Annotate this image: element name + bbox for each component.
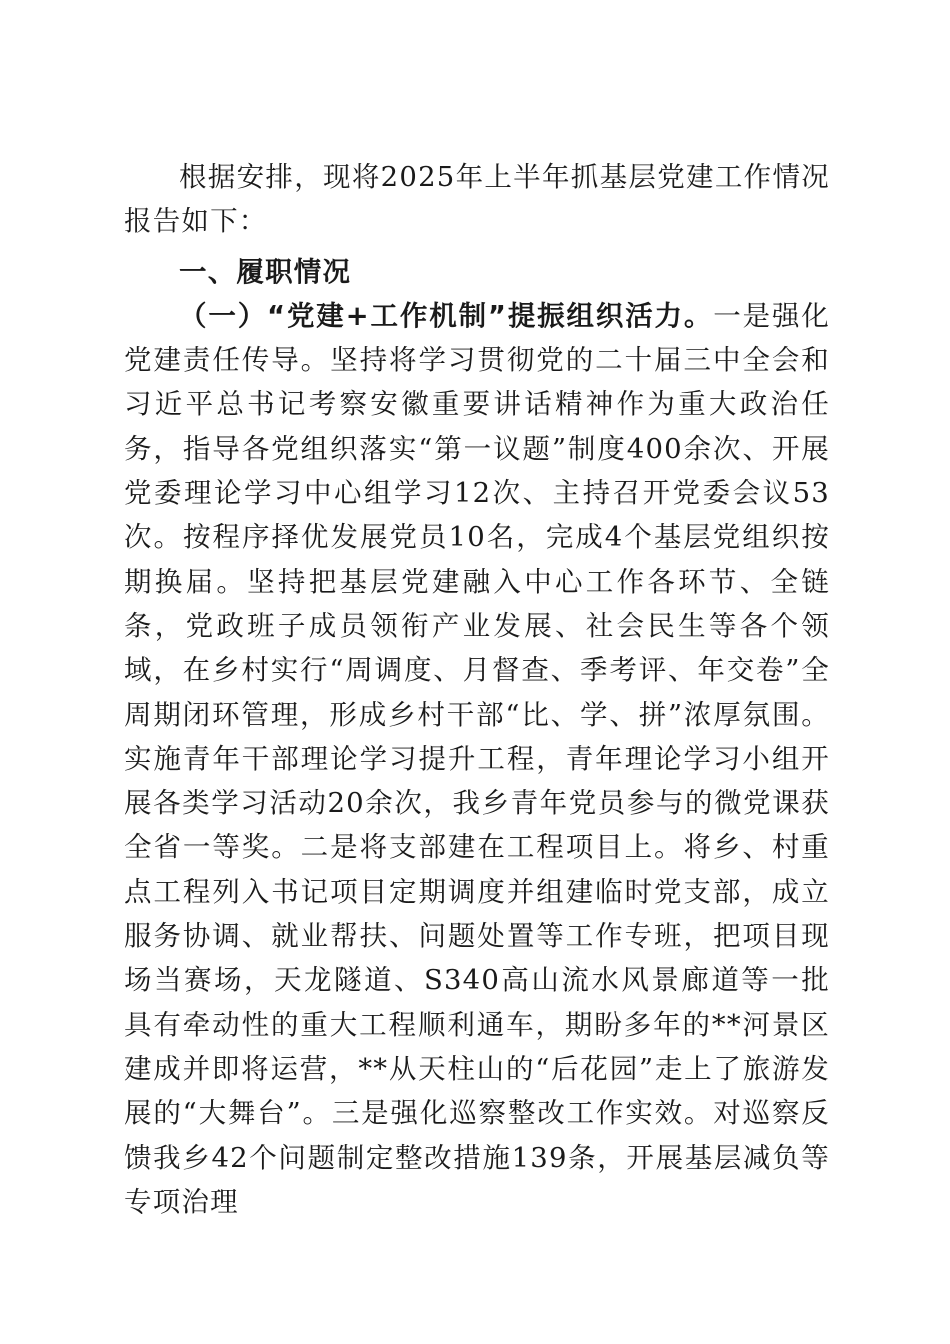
subsection-lead: （一）“党建+工作机制”提振组织活力。 — [179, 299, 714, 332]
document-body — [124, 155, 830, 1224]
subsection-body: 一是强化党建责任传导。坚持将学习贯彻党的二十届三中全会和习近平总书记考察安徽重要讲话精神作为重大政治任务，指导各党组织落实“第一议题”制度400余次、开展党委理论学习中心组学习12次、主持召开党委会议53次。按程序择优发展党员10名，完成4个基层党组织按期换届。坚持把基层党建融入中心工作各环节、全链条，党政班子成员领衔产业发展、社会民生等各个领域，在乡村实行“周调度、月督查、季考评、年交卷”全周期闭环管理，形成乡村干部“比、学、拼”浓厚氛围。实施青年干部理论学习提升工程，青年理论学习小组开展各类学习活动20余次，我乡青年党员参与的微党课获全省一等奖。二是将支部建在工程项目上。将乡、村重点工程列入书记项目定期调度并组建临时党支部，成立服务协调、就业帮扶、问题处置等工作专班，把项目现场当赛场，天龙隧道、S340高山流水风景廊道等一批具有牵动性的重大工程顺利通车，期盼多年的**河景区建成并即将运营，**从天柱山的“后花园”走上了旅游发展的“大舞台”。三是强化巡察整改工作实效。对巡察反馈我乡42个问题制定整改措施139条，开展基层减负等专项治理 — [124, 299, 830, 1218]
subsection-paragraph — [124, 294, 830, 1224]
intro-paragraph: 根据安排，现将2025年上半年抓基层党建工作情况报告如下： — [124, 161, 830, 238]
section-heading: 一、履职情况 — [179, 255, 352, 288]
